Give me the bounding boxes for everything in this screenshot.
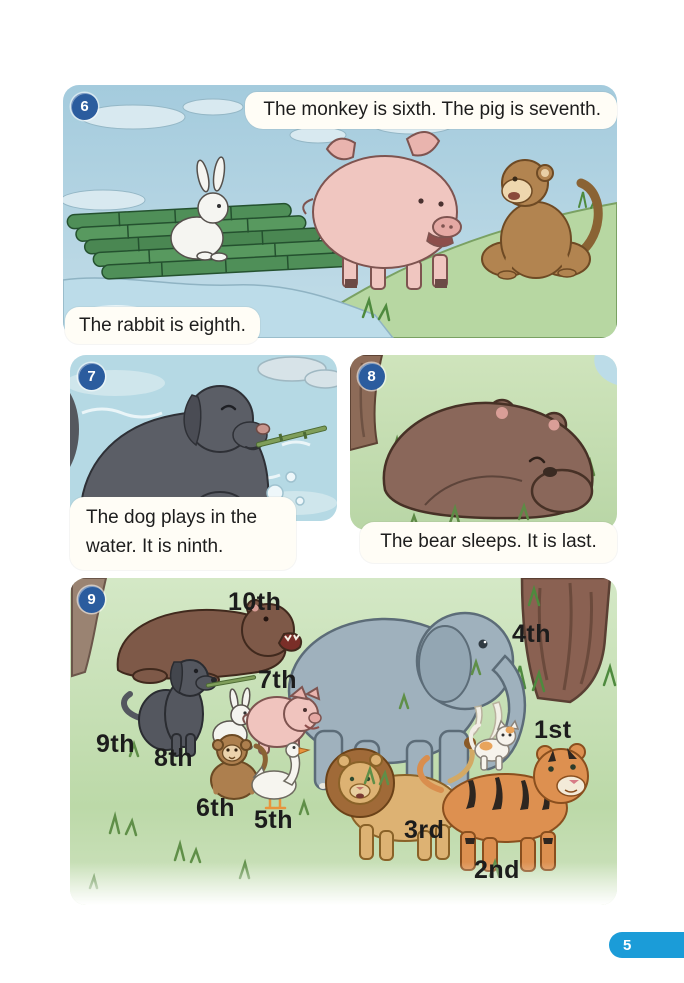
panel-7	[70, 355, 337, 563]
label-4th-elephant: 4th	[512, 620, 551, 648]
label-2nd-tiger: 2nd	[474, 856, 520, 884]
label-10th-bear: 10th	[228, 588, 282, 616]
label-5th-goose: 5th	[254, 806, 293, 834]
panel-6-caption-top: The monkey is sixth. The pig is seventh.	[245, 92, 617, 129]
label-6th-monkey: 6th	[196, 794, 235, 822]
panel-6-badge: 6	[71, 93, 98, 120]
panel-7-badge: 7	[78, 363, 105, 390]
panel-8	[350, 355, 617, 563]
panel-7-caption: The dog plays in the water. It is ninth.	[70, 497, 296, 570]
label-9th-dog: 9th	[96, 730, 135, 758]
panel-8-caption: The bear sleeps. It is last.	[360, 522, 617, 563]
page-number-tab	[609, 932, 684, 958]
panel-8-badge: 8	[358, 363, 385, 390]
panel-9	[70, 578, 617, 905]
label-8th-rabbit: 8th	[154, 744, 193, 772]
panel-9-badge: 9	[78, 586, 105, 613]
page-number: 5	[623, 936, 632, 954]
label-1st-cat: 1st	[534, 716, 572, 744]
label-3rd-lion: 3rd	[404, 816, 445, 844]
scene-8-illustration	[350, 355, 617, 530]
panel-6-caption-bottom: The rabbit is eighth.	[65, 307, 260, 344]
label-7th-pig: 7th	[258, 666, 297, 694]
panel-6	[63, 85, 617, 338]
